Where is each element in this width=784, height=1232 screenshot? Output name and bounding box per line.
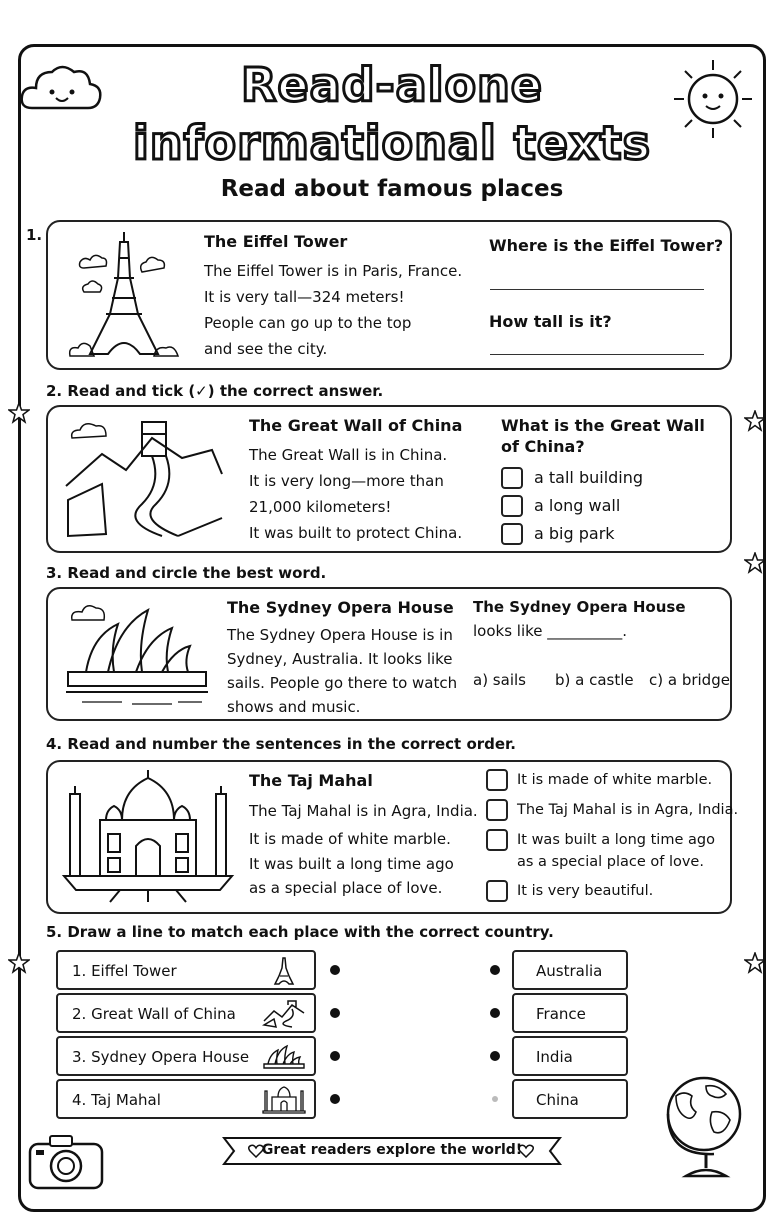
eiffel-tower-icon (262, 956, 306, 986)
title-line-1: Read-alone (240, 58, 544, 112)
star-icon (8, 952, 30, 974)
sydney-text-line: shows and music. (227, 698, 361, 716)
taj-mahal-text-line: It is made of white marble. (249, 830, 451, 848)
sentence-text: It is made of white marble. (517, 772, 713, 788)
great-wall-text-line: It was built to protect China. (249, 524, 463, 542)
country-label: India (536, 1048, 573, 1066)
taj-mahal-title: The Taj Mahal (249, 771, 373, 790)
great-wall-icon (62, 414, 226, 542)
sydney-text-line: sails. People go there to watch (227, 674, 458, 692)
match-dot-right[interactable] (490, 1008, 500, 1018)
country-france[interactable] (512, 993, 628, 1033)
sydney-question: The Sydney Opera House (473, 598, 686, 616)
order-box[interactable] (486, 829, 508, 851)
great-wall-title: The Great Wall of China (249, 416, 463, 435)
option-label: a long wall (534, 496, 621, 515)
option-label: a tall building (534, 468, 644, 487)
place-label: 1. Eiffel Tower (72, 962, 177, 980)
option-label: a big park (534, 524, 615, 543)
sydney-opera-house-icon (262, 1042, 306, 1072)
place-label: 3. Sydney Opera House (72, 1048, 250, 1066)
sentence-text: as a special place of love. (517, 854, 704, 870)
instruction-4: 4. Read and number the sentences in the correct order. (46, 735, 517, 753)
country-label: Australia (536, 962, 603, 980)
order-box[interactable] (486, 880, 508, 902)
instruction-5: 5. Draw a line to match each place with the correct country. (46, 923, 554, 941)
country-china[interactable] (512, 1079, 628, 1119)
sydney-question-cont: looks like __________. (473, 622, 628, 640)
eiffel-text-line: and see the city. (204, 340, 328, 358)
country-india[interactable] (512, 1036, 628, 1076)
camera-icon (26, 1130, 108, 1192)
match-dot-left[interactable] (330, 1008, 340, 1018)
sydney-opera-house-icon (62, 596, 212, 714)
place-taj-mahal[interactable] (56, 1079, 316, 1119)
instruction-3: 3. Read and circle the best word. (46, 564, 327, 582)
eiffel-text-line: People can go up to the top (204, 314, 412, 332)
great-wall-text-line: The Great Wall is in China. (249, 446, 448, 464)
star-icon (8, 402, 30, 424)
checkbox-tall-building[interactable] (501, 467, 523, 489)
match-dot-left[interactable] (330, 1094, 340, 1104)
checkbox-long-wall[interactable] (501, 495, 523, 517)
taj-mahal-text-line: The Taj Mahal is in Agra, India. (249, 802, 478, 820)
place-label: 4. Taj Mahal (72, 1091, 161, 1109)
footer-banner (222, 1136, 562, 1166)
match-dot-left[interactable] (330, 1051, 340, 1061)
footer-banner-text: Great readers explore the world! (261, 1142, 523, 1158)
taj-mahal-icon (262, 1085, 306, 1115)
eiffel-text-line: It is very tall—324 meters! (204, 288, 405, 306)
place-great-wall[interactable] (56, 993, 316, 1033)
match-dot-left[interactable] (330, 965, 340, 975)
place-sydney-opera-house[interactable] (56, 1036, 316, 1076)
star-icon (744, 410, 766, 432)
match-dot-right[interactable] (490, 1051, 500, 1061)
taj-mahal-text-line: as a special place of love. (249, 879, 443, 897)
sydney-text-line: The Sydney Opera House is in (227, 626, 453, 644)
heart-icon (248, 1144, 264, 1158)
eiffel-question-1: Where is the Eiffel Tower? (489, 236, 724, 255)
page-subtitle: Read about famous places (220, 176, 564, 202)
title-line-2: informational texts (133, 116, 651, 170)
great-wall-icon (262, 999, 306, 1029)
country-label: France (536, 1005, 586, 1023)
instruction-2: 2. Read and tick (✓) the correct answer. (46, 382, 384, 400)
match-dot-right[interactable] (492, 1096, 498, 1102)
option-castle[interactable]: b) a castle (555, 671, 634, 689)
question-number-1: 1. (26, 226, 43, 244)
globe-icon (658, 1066, 754, 1184)
page-title (0, 56, 784, 172)
place-eiffel-tower[interactable] (56, 950, 316, 990)
country-australia[interactable] (512, 950, 628, 990)
sydney-title: The Sydney Opera House (227, 598, 454, 617)
sentence-text: The Taj Mahal is in Agra, India. (517, 802, 739, 818)
order-box[interactable] (486, 799, 508, 821)
great-wall-text-line: It is very long—more than (249, 472, 444, 490)
eiffel-tower-icon (64, 228, 184, 360)
eiffel-question-2: How tall is it? (489, 312, 612, 331)
heart-icon (518, 1144, 534, 1158)
checkbox-big-park[interactable] (501, 523, 523, 545)
option-sails[interactable]: a) sails (473, 671, 526, 689)
great-wall-question: What is the Great Wall (501, 416, 705, 435)
star-icon (744, 552, 766, 574)
sydney-text-line: Sydney, Australia. It looks like (227, 650, 453, 668)
taj-mahal-text-line: It was built a long time ago (249, 855, 454, 873)
sentence-text: It is very beautiful. (517, 883, 654, 899)
place-label: 2. Great Wall of China (72, 1005, 236, 1023)
sentence-text: It was built a long time ago (517, 832, 715, 848)
answer-line-height[interactable] (490, 354, 704, 355)
country-label: China (536, 1091, 579, 1109)
taj-mahal-icon (60, 770, 236, 904)
great-wall-text-line: 21,000 kilometers! (249, 498, 392, 516)
order-box[interactable] (486, 769, 508, 791)
eiffel-title: The Eiffel Tower (204, 232, 348, 251)
answer-line-location[interactable] (490, 289, 704, 290)
match-dot-right[interactable] (490, 965, 500, 975)
great-wall-question-cont: of China? (501, 437, 585, 456)
star-icon (744, 952, 766, 974)
option-bridge[interactable]: c) a bridge (649, 671, 730, 689)
eiffel-text-line: The Eiffel Tower is in Paris, France. (204, 262, 463, 280)
